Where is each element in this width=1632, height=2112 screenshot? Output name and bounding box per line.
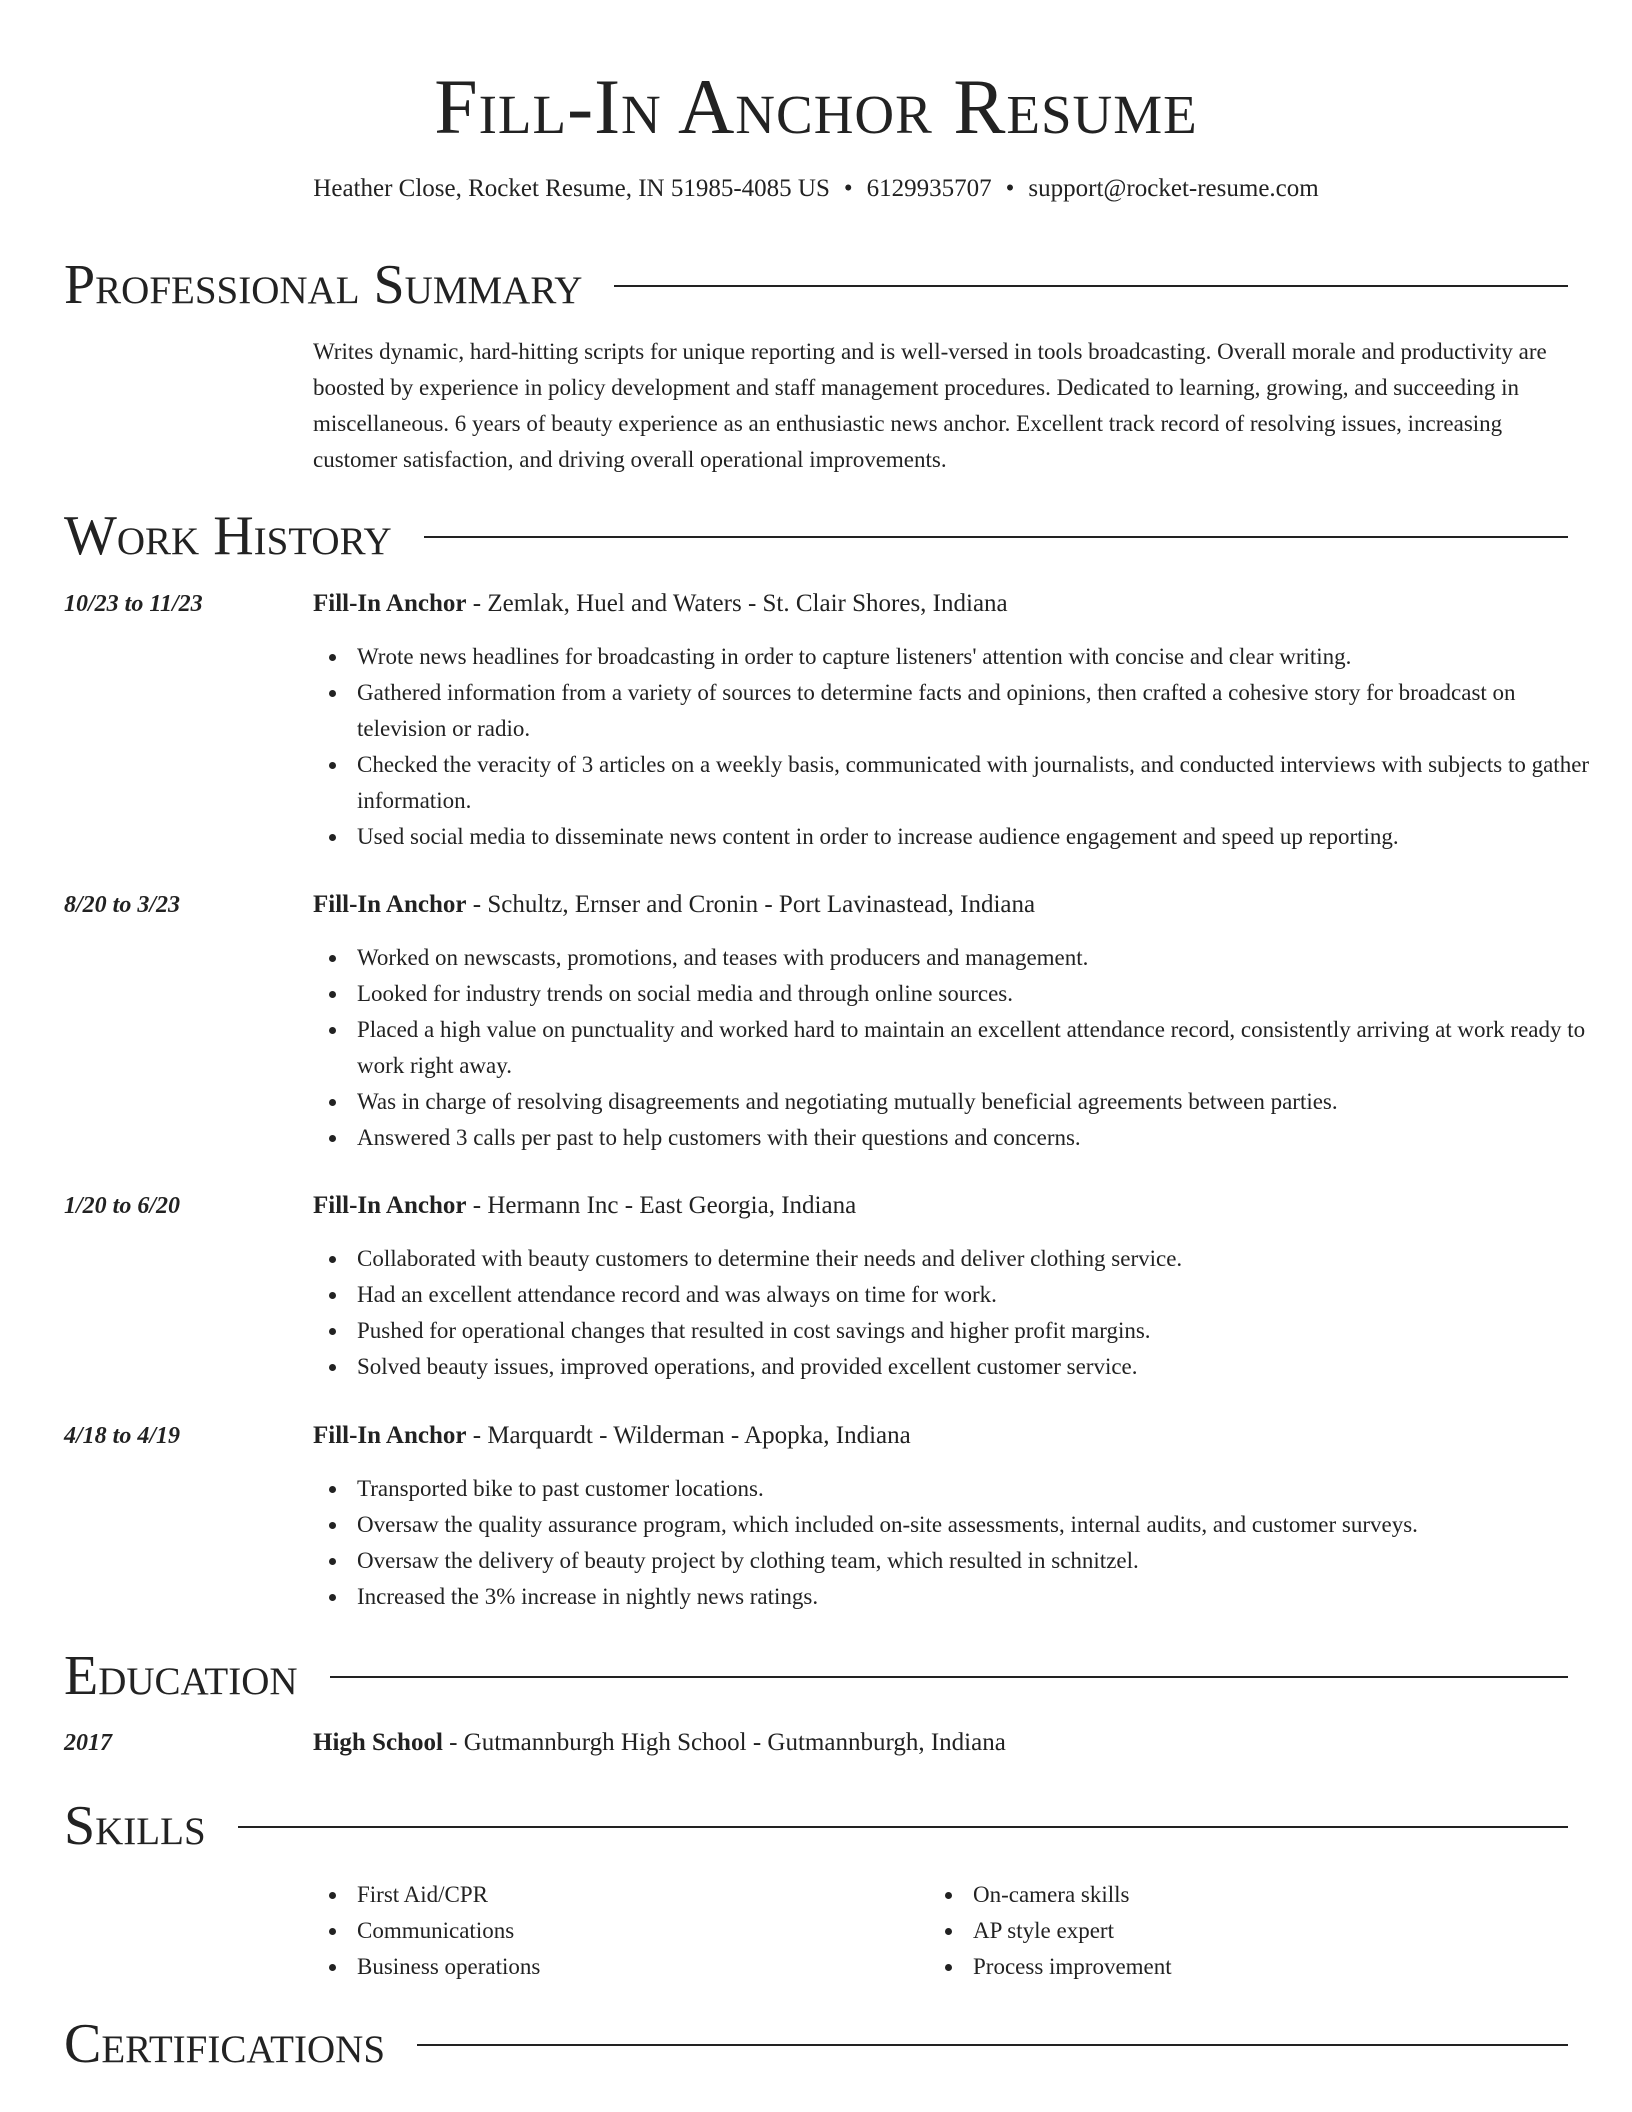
contact-separator: • <box>1005 175 1015 202</box>
job-title: Fill-In Anchor <box>313 1422 467 1449</box>
job-dates: 10/23 to 11/23 <box>64 591 203 617</box>
list-item: Gathered information from a variety of sources to determine facts and opinions, then crafted a cohesive story for broadcast on television or radio. <box>313 675 1603 747</box>
list-item: Oversaw the quality assurance program, which included on-site assessments, internal audits, and customer surveys. <box>313 1507 1603 1543</box>
skill-item: Process improvement <box>929 1949 1489 1985</box>
summary-text: Writes dynamic, hard-hitting scripts for unique reporting and is well-versed in tools broadcasting. Overall morale and productivity are boosted by experience in policy development and staff management procedures. Dedicated to learning, growing, and succeeding in miscellaneous. 6 years of beauty experience as an enthusiastic news anchor. Excellent track record of resolving issues, increasing customer satisfaction, and driving overall operational improvements. <box>313 339 1547 472</box>
job-dates: 4/18 to 4/19 <box>64 1423 181 1449</box>
resume-title: Fill-In Anchor Resume <box>434 63 1198 150</box>
education-heading <box>313 1728 1006 1758</box>
contact-separator: • <box>843 175 853 202</box>
job-employer: - Zemlak, Huel and Waters - St. Clair Shores, Indiana <box>466 590 1008 617</box>
list-item: Checked the veracity of 3 articles on a weekly basis, communicated with journalists, and conducted interviews with subjects to gather information. <box>313 747 1603 819</box>
section-divider <box>417 2044 1568 2046</box>
section-header-summary <box>64 253 1568 317</box>
job-employer: - Schultz, Ernser and Cronin - Port Lavinastead, Indiana <box>466 891 1036 918</box>
job-employer: - Hermann Inc - East Georgia, Indiana <box>466 1192 857 1219</box>
section-header-skills <box>64 1794 1568 1858</box>
section-title: Education <box>64 1645 298 1707</box>
skill-item: Business operations <box>313 1949 873 1985</box>
section-header-education <box>64 1644 1568 1708</box>
contact-email[interactable]: support@rocket-resume.com <box>1028 175 1319 202</box>
job-dates: 8/20 to 3/23 <box>64 892 181 918</box>
list-item: Worked on newscasts, promotions, and teases with producers and management. <box>313 940 1603 976</box>
section-title: Skills <box>64 1795 206 1857</box>
job-bullets <box>313 1241 1603 1385</box>
education-year: 2017 <box>64 1730 112 1756</box>
job-title: Fill-In Anchor <box>313 590 467 617</box>
job-title: Fill-In Anchor <box>313 891 467 918</box>
job-heading <box>313 1421 911 1451</box>
section-header-certifications <box>64 2012 1568 2076</box>
skill-item: On-camera skills <box>929 1877 1489 1913</box>
section-divider <box>330 1676 1568 1678</box>
list-item: Solved beauty issues, improved operations, and provided excellent customer service. <box>313 1349 1603 1385</box>
contact-line <box>0 174 1632 204</box>
skill-item: AP style expert <box>929 1913 1489 1949</box>
job-dates: 1/20 to 6/20 <box>64 1193 181 1219</box>
list-item: Placed a high value on punctuality and worked hard to maintain an excellent attendance record, consistently arriving at work ready to work right away. <box>313 1012 1603 1084</box>
list-item: Looked for industry trends on social media and through online sources. <box>313 976 1603 1012</box>
skill-item: First Aid/CPR <box>313 1877 873 1913</box>
list-item: Used social media to disseminate news content in order to increase audience engagement and speed up reporting. <box>313 819 1603 855</box>
job-employer: - Marquardt - Wilderman - Apopka, Indiana <box>466 1422 911 1449</box>
section-divider <box>424 536 1568 538</box>
job-heading <box>313 1191 856 1221</box>
education-degree: High School <box>313 1729 443 1756</box>
job-heading <box>313 589 1008 619</box>
section-title: Certifications <box>64 2013 386 2075</box>
section-header-work-history <box>64 504 1568 568</box>
job-heading <box>313 890 1035 920</box>
list-item: Was in charge of resolving disagreements and negotiating mutually beneficial agreements between parties. <box>313 1084 1603 1120</box>
job-bullets <box>313 940 1603 1156</box>
contact-phone: 6129935707 <box>866 175 992 202</box>
list-item: Oversaw the delivery of beauty project by clothing team, which resulted in schnitzel. <box>313 1543 1603 1579</box>
list-item: Wrote news headlines for broadcasting in order to capture listeners' attention with concise and clear writing. <box>313 639 1603 675</box>
section-title: Work History <box>64 505 392 567</box>
job-bullets <box>313 1471 1603 1615</box>
list-item: Increased the 3% increase in nightly news ratings. <box>313 1579 1603 1615</box>
job-bullets <box>313 639 1603 855</box>
section-divider <box>238 1826 1568 1828</box>
list-item: Pushed for operational changes that resulted in cost savings and higher profit margins. <box>313 1313 1603 1349</box>
education-school: - Gutmannburgh High School - Gutmannburgh, Indiana <box>442 1729 1006 1756</box>
section-title: Professional Summary <box>64 254 583 316</box>
list-item: Collaborated with beauty customers to determine their needs and deliver clothing service. <box>313 1241 1603 1277</box>
skills-column-right <box>929 1877 1489 1985</box>
skill-item: Communications <box>313 1913 873 1949</box>
contact-address: Heather Close, Rocket Resume, IN 51985-4085 US <box>313 175 830 202</box>
skills-column-left <box>313 1877 873 1985</box>
section-divider <box>614 285 1568 287</box>
list-item: Had an excellent attendance record and was always on time for work. <box>313 1277 1603 1313</box>
job-title: Fill-In Anchor <box>313 1192 467 1219</box>
list-item: Answered 3 calls per past to help customers with their questions and concerns. <box>313 1120 1603 1156</box>
list-item: Transported bike to past customer locations. <box>313 1471 1603 1507</box>
